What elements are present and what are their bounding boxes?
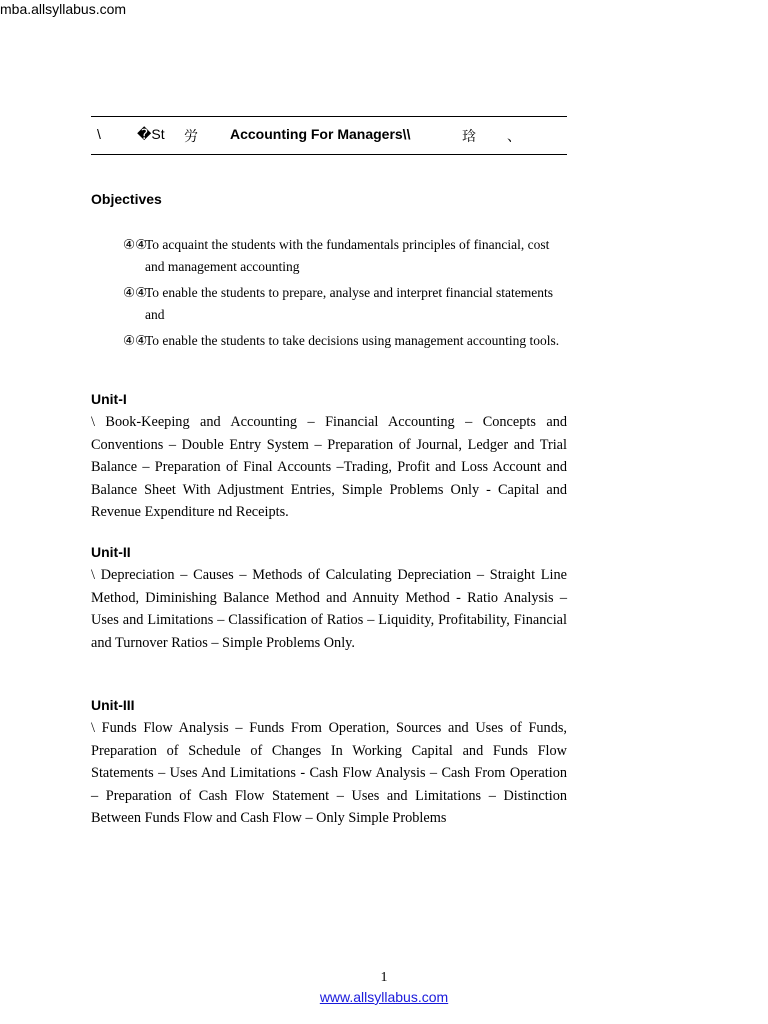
- title-row: [91, 126, 567, 146]
- objective-item: ④④To enable the students to take decisions using management accounting tools.: [123, 330, 563, 352]
- unit-1-heading: Unit-I: [91, 391, 127, 407]
- footer-link[interactable]: www.allsyllabus.com: [319, 989, 449, 1005]
- objectives-list: [123, 234, 563, 356]
- bullet-icon: ④④: [123, 285, 148, 300]
- title-mark-right: 、: [507, 128, 521, 144]
- title-glyph-1: �St: [137, 126, 165, 142]
- title-mark-left: \: [97, 126, 101, 142]
- course-title: Accounting For Managers\\: [230, 126, 411, 142]
- bottom-rule: [91, 154, 567, 155]
- top-rule: [91, 116, 567, 117]
- title-glyph-3: 琀: [462, 128, 476, 144]
- site-header-url: mba.allsyllabus.com: [0, 1, 127, 17]
- objective-item: ④④To enable the students to prepare, analyse and interpret financial statements and: [123, 282, 563, 326]
- bullet-icon: ④④: [123, 237, 148, 252]
- unit-2-text: \ Depreciation – Causes – Methods of Calculating Depreciation – Straight Line Method, Diminishing Balance Method and Annuity Method - Ratio Analysis – Uses and Limitations – Classification of Ratios – Liquidity, Profitability, Financial and Turnover Ratios – Simple Problems Only.: [91, 567, 567, 651]
- bullet-icon: ④④: [123, 333, 148, 348]
- page-number: 1: [380, 970, 388, 985]
- unit-3-text: \ Funds Flow Analysis – Funds From Operation, Sources and Uses of Funds, Preparation of Schedule of Changes In Working Capital and Funds Flow Statements – Uses And Limitations - Cash Flow Analysis – Cash From Operation – Preparation of Cash Flow Statement – Uses and Limitations – Distinction Between Funds Flow and Cash Flow – Only Simple Problems: [91, 720, 567, 826]
- objectives-heading: Objectives: [91, 191, 162, 207]
- objective-item: ④④To acquaint the students with the fundamentals principles of financial, cost and management accounting: [123, 234, 563, 278]
- unit-3-heading: Unit-III: [91, 697, 135, 713]
- unit-1-text: \ Book-Keeping and Accounting – Financial Accounting – Concepts and Conventions – Double Entry System – Preparation of Journal, Ledger and Trial Balance – Preparation of Final Accounts –Trading, Profit and Loss Account and Balance Sheet With Adjustment Entries, Simple Problems Only - Capital and Revenue Expenditure nd Receipts.: [91, 414, 567, 520]
- title-glyph-2: 労: [184, 128, 198, 144]
- unit-2-heading: Unit-II: [91, 544, 131, 560]
